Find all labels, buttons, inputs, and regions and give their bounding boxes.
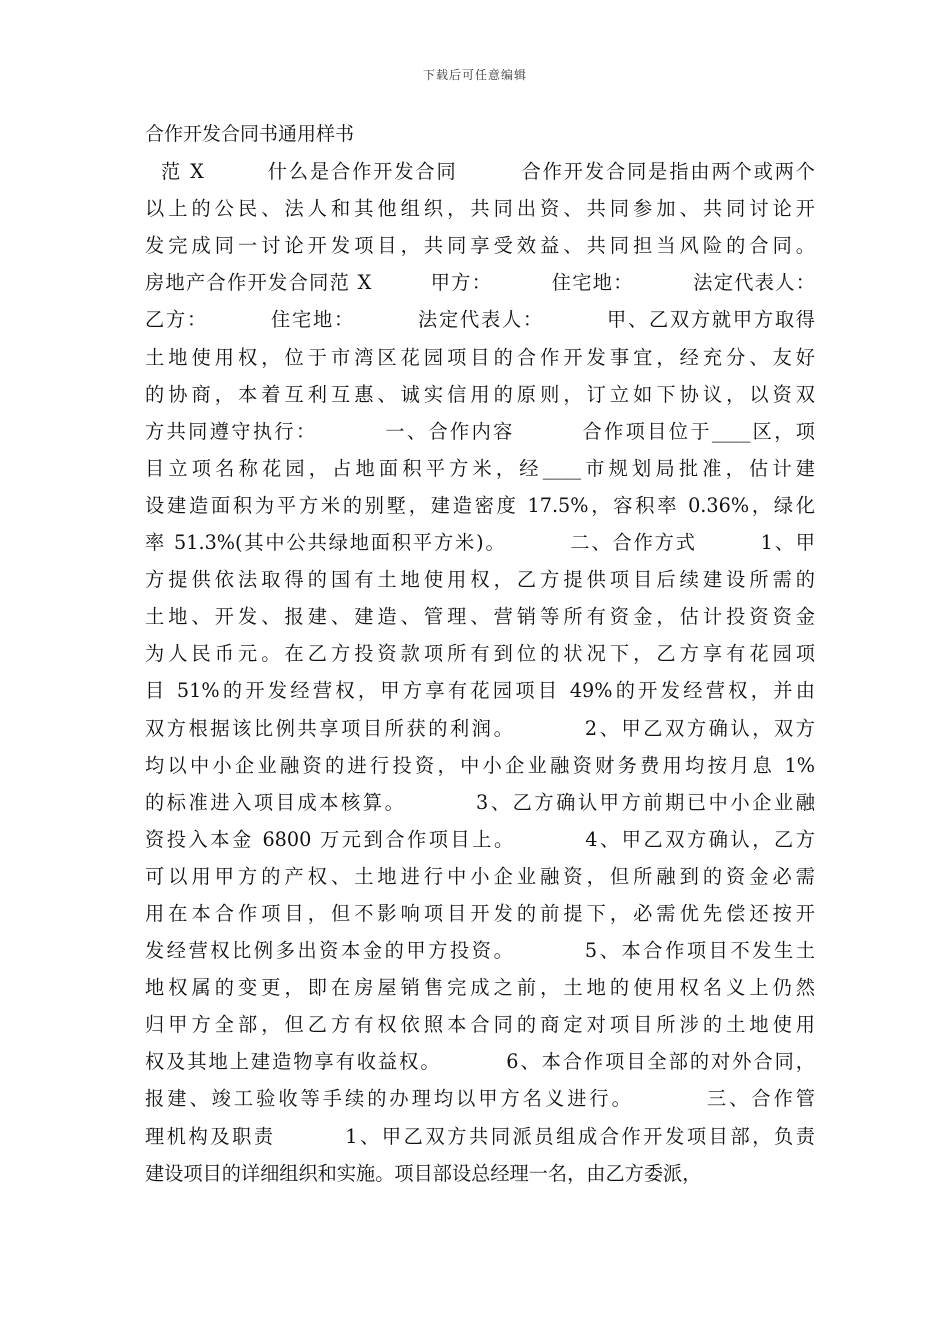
text-line: 目 51%的开发经营权，甲方享有花园项目 49%的开发经营权，并由 <box>145 679 815 703</box>
text-line: 方提供依法取得的国有土地使用权，乙方提供项目后续建设所需的 <box>145 568 815 592</box>
text-line: 发完成同一讨论开发项目，共同享受效益、共同担当风险的合同。 <box>145 234 815 258</box>
text-line: 均以中小企业融资的进行投资，中小企业融资财务费用均按月息 1% <box>145 753 815 777</box>
text-line: 发经营权比例多出资本金的甲方投资。 5、本合作项目不发生土 <box>145 939 815 963</box>
text-line: 报建、竣工验收等手续的办理均以甲方名义进行。 三、合作管 <box>145 1087 815 1111</box>
text-line: 地权属的变更，即在房屋销售完成之前，土地的使用权名义上仍然 <box>145 976 815 1000</box>
document-paragraph <box>145 153 815 1192</box>
text-line: 范 X 什么是合作开发合同 合作开发合同是指由两个或两个 <box>145 160 815 184</box>
text-line: 理机构及职责 1、甲乙双方共同派员组成合作开发项目部，负责 <box>145 1124 815 1148</box>
text-line: 权及其地上建造物享有收益权。 6、本合作项目全部的对外合同， <box>145 1050 815 1074</box>
text-line: 乙方： 住宅地： 法定代表人： 甲、乙双方就甲方取得 <box>145 308 815 332</box>
text-line: 建设项目的详细组织和实施。项目部设总经理一名，由乙方委派， <box>145 1161 702 1185</box>
document-title: 合作开发合同书通用样书 <box>145 123 355 145</box>
text-line: 设建造面积为平方米的别墅，建造密度 17.5%，容积率 0.36%，绿化 <box>145 493 815 517</box>
text-line: 归甲方全部，但乙方有权依照本合同的商定对项目所涉的土地使用 <box>145 1013 815 1037</box>
text-line: 用在本合作项目，但不影响项目开发的前提下，必需优先偿还按开 <box>145 901 815 925</box>
text-line: 房地产合作开发合同范 X 甲方： 住宅地： 法定代表人： <box>145 271 815 295</box>
text-line: 可以用甲方的产权、土地进行中小企业融资，但所融到的资金必需 <box>145 864 815 888</box>
text-line: 以上的公民、法人和其他组织，共同出资、共同参加、共同讨论开 <box>145 197 815 221</box>
text-line: 土地使用权，位于市湾区花园项目的合作开发事宜，经充分、友好 <box>145 345 815 369</box>
document-body <box>145 116 815 1192</box>
text-line: 资投入本金 6800 万元到合作项目上。 4、甲乙双方确认，乙方 <box>145 827 815 851</box>
text-line: 的标准进入项目成本核算。 3、乙方确认甲方前期已中小企业融 <box>145 790 815 814</box>
text-line: 双方根据该比例共享项目所获的利润。 2、甲乙双方确认，双方 <box>145 716 815 740</box>
text-line: 土地、开发、报建、建造、管理、营销等所有资金，估计投资资金 <box>145 605 815 629</box>
text-line: 的协商，本着互利互惠、诚实信用的原则，订立如下协议，以资双 <box>145 382 815 406</box>
page-header: 下载后可任意编辑 <box>422 68 527 82</box>
text-line: 率 51.3%(其中公共绿地面积平方米)。 二、合作方式 1、甲 <box>145 531 815 555</box>
text-line: 目立项名称花园，占地面积平方米，经____市规划局批准，估计建 <box>145 456 815 480</box>
text-line: 为人民币元。在乙方投资款项所有到位的状况下，乙方享有花园项 <box>145 642 815 666</box>
text-line: 方共同遵守执行： 一、合作内容 合作项目位于____区，项 <box>145 419 815 443</box>
